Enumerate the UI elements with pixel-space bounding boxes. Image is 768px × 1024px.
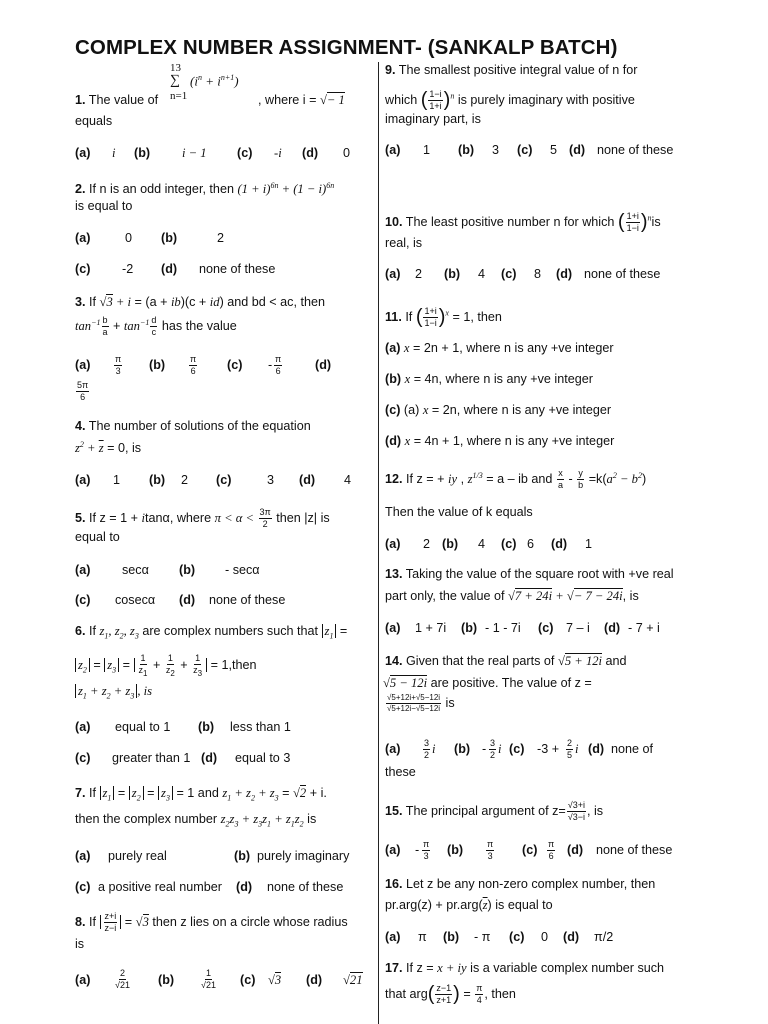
question-9-line2: which ( $\frac{1-i}{1+i}$ )$^n$ is purely imaginary with positive xyxy=(385,89,635,111)
question-2: 2. If n is an odd integer, then $(1 + i)^{6n} + (1 - i)^{6n}$ xyxy=(75,181,335,197)
question-8: 8. If $\frac{z+i}{z-i}$ = √3 then z lies on a circle whose radius xyxy=(75,911,348,933)
question-7-line2: then the complex number $z_2z_3 + z_3z_1 + z_1z_2$ is xyxy=(75,812,317,829)
question-14-option-d-cont: these xyxy=(385,765,416,779)
question-16-options: (a) π (b) - π (c) 0 (d) π/2 xyxy=(385,930,614,944)
question-16-line2: $pr.arg(z) + pr.arg(\overline{z})$ is equal to xyxy=(385,898,553,912)
question-2-line2: is equal to xyxy=(75,199,133,213)
question-3-options: (a) π 3 (b) π 6 (c) - π 6 (d) xyxy=(75,354,332,376)
question-9-line3: imaginary part, is xyxy=(385,112,481,126)
question-1-line2: equals xyxy=(75,114,113,128)
question-1-options: (a) i (b) i − 1 (c) -i (d) 0 xyxy=(75,146,351,160)
question-15-options: (a) - π 3 (b) π 3 (c) π 6 (d) none of these xyxy=(385,839,673,861)
question-4: 4. The number of solutions of the equation xyxy=(75,419,311,433)
question-14-line3: $\frac{√5+12i+√5-12i}{√5+12i-√5-12i}$ is xyxy=(387,693,455,713)
question-14-options: (a) 3 2 i (b) - 3 2 i (c) -3 + 2 5 i (d) none of xyxy=(385,738,654,760)
question-13: 13. Taking the value of the square root with +ve real xyxy=(385,567,674,581)
question-10: 10. The least positive number n for which ( $\frac{1+i}{1-i}$ )$^n$is xyxy=(385,211,661,233)
question-14: 14. Given that the real parts of √5 + 12i and xyxy=(385,654,627,668)
question-6-line2: $z_2 = z_3$ = $\frac{1}{z_1}$ + $\frac{1}{z_2}$ + $\frac{1}{z_3}$ = 1,then xyxy=(75,654,256,678)
question-10-options: (a) 2 (b) 4 (c) 8 (d) none of these xyxy=(385,267,661,281)
question-17: 17. If z = x + iy is a variable complex number such xyxy=(385,961,665,975)
question-5-options-row2: (c) cosecα (d) none of these xyxy=(75,593,286,607)
page-title: COMPLEX NUMBER ASSIGNMENT- (SANKALP BATCH) xyxy=(75,36,618,59)
question-7-options-row1: (a) purely real (b) purely imaginary xyxy=(75,849,350,863)
question-3-option-d-value: $\frac{5\pi}{6}$ xyxy=(77,380,89,402)
question-6-options-row2: (c) greater than 1 (d) equal to 3 xyxy=(75,751,291,765)
question-10-line2: real, is xyxy=(385,236,423,250)
question-8-line2: is xyxy=(75,937,85,951)
question-3: 3. If √3 + i = (a + ib)(c + id) and bd < ac, then xyxy=(75,295,325,309)
question-12: 12. If z = + iy , $z^{1/3} = a$ – ib and $\frac{x}{a}$ - $\frac{y}{b}$ $=k(a^2 - b^2)$ xyxy=(385,468,647,490)
question-4-options: (a) 1 (b) 2 (c) 3 (d) 4 xyxy=(75,473,352,487)
question-1: 1. The value of xyxy=(75,93,159,107)
question-14-line2: √5 − 12i are positive. The value of z = xyxy=(383,676,592,690)
question-8-options: (a) 2 √21 (b) 1 √21 (c) √3 (d) √21 xyxy=(75,968,363,990)
question-15: 15. The principal argument of z= $\frac{√3+i}{√3-i}$ , is xyxy=(385,800,604,822)
question-5: 5. If z = 1 + itanα, where π < α < $\frac{3\pi}{2}$ then |z| is xyxy=(75,507,330,529)
question-12-line2: Then the value of k equals xyxy=(385,505,533,519)
sum-upper-limit: 13 xyxy=(170,62,181,74)
question-2-options-row2: (c) -2 (d) none of these xyxy=(75,262,276,276)
question-11-option-d: (d) x = 4n + 1, where n is any +ve integer xyxy=(385,434,615,448)
question-3-line2: $\tan^{-1}$ $\frac{b}{a}$ + $\tan^{-1}$ $\frac{d}{c}$ has the value xyxy=(75,315,237,337)
question-1-tail: , where i = √− 1 xyxy=(258,93,345,107)
column-divider xyxy=(378,62,379,1024)
question-7-options-row2: (c) a positive real number (d) none of these xyxy=(75,880,344,894)
question-9: 9. The smallest positive integral value of n for xyxy=(385,63,638,77)
question-13-options: (a) 1 + 7i (b) - 1 - 7i (c) 7 – i (d) - 7 + i xyxy=(385,621,660,635)
question-6-options-row1: (a) equal to 1 (b) less than 1 xyxy=(75,720,291,734)
question-5-line2: equal to xyxy=(75,530,120,544)
sum-lower-limit: n=1 xyxy=(170,90,188,102)
question-2-options-row1: (a) 0 (b) 2 xyxy=(75,231,225,245)
question-7: 7. If $z_1 = z_2 = z_3 = 1$ and $z_1 + z_2 + z_3 = √2 + i$. xyxy=(75,786,327,803)
question-12-options: (a) 2 (b) 4 (c) 6 (d) 1 xyxy=(385,537,593,551)
question-6: 6. If $z_1$, $z_2$, $z_3$ are complex numbers such that $z_1$ = xyxy=(75,624,348,641)
question-9-options: (a) 1 (b) 3 (c) 5 (d) none of these xyxy=(385,143,674,157)
question-13-line2: part only, the value of √7 + 24i + √− 7 − 24i, is xyxy=(385,589,639,603)
question-4-line2: $z^2 + \overline{z} = 0$, is xyxy=(75,440,142,456)
question-11-option-b: (b) x = 4n, where n is any +ve integer xyxy=(385,372,593,386)
question-6-line3: $z_1 + z_2 + z_3$ , is xyxy=(75,684,152,702)
question-17-line2: that arg( $\frac{z-1}{z+1}$ ) = $\frac{\pi}{4}$ , then xyxy=(385,983,516,1005)
question-11: 11. If ( $\frac{1+i}{1-i}$ )$^x$ = 1, then xyxy=(385,306,502,328)
question-11-option-c: (c) (a) x = 2n, where n is any +ve integer xyxy=(385,403,612,417)
question-16: 16. Let z be any non-zero complex number, then xyxy=(385,877,656,891)
sigma-symbol: ∑ xyxy=(170,73,180,88)
question-5-options-row1: (a) secα (b) - secα xyxy=(75,563,260,577)
sum-expression: $(i^n + i^{n+1})$ xyxy=(190,73,239,89)
question-11-option-a: (a) x = 2n + 1, where n is any +ve integer xyxy=(385,341,614,355)
